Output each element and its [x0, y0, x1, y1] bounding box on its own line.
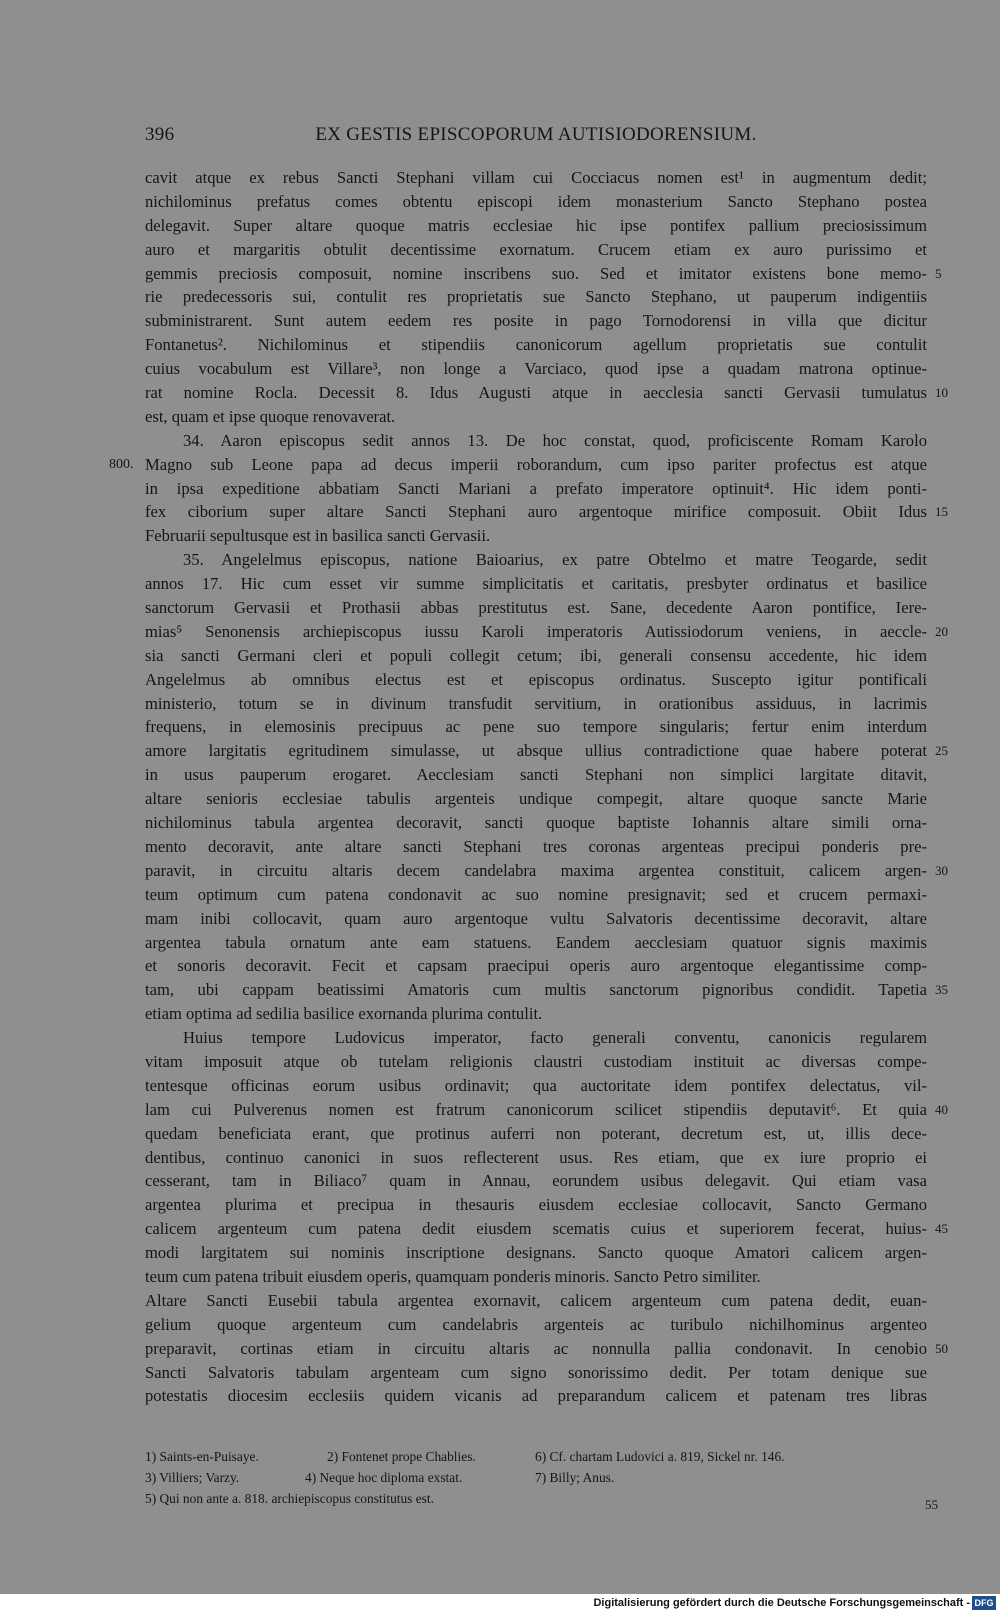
text-line [145, 620, 948, 644]
body-text [109, 166, 948, 1408]
footnote: 2) Fontenet prope Chablies. [327, 1449, 476, 1464]
line-text: cavit atque ex rebus Sancti Stephani villam cui Cocciacus nomen est¹ in augmentum dedit; [145, 168, 927, 187]
text-line [145, 381, 948, 405]
line-text: calicem argenteum cum patena dedit eiusdem scematis cuius et superiorem fecerat, huius- [145, 1219, 927, 1239]
line-text: rie predecessoris sui, contulit res proprietatis sue Sancto Stephano, ut pauperum indigentiis [145, 287, 927, 307]
credit-bar [0, 1594, 1000, 1612]
line-text: Sancti Salvatoris tabulam argenteam cum signo sonorissimo dedit. Per totam denique sue [145, 1362, 927, 1382]
text-line [145, 1098, 948, 1122]
text-line [145, 692, 927, 716]
line-text: Februarii sepultusque est in basilica sancti Gervasii. [145, 526, 491, 546]
line-number: 10 [935, 385, 948, 401]
text-line [145, 214, 927, 238]
line-text: altare senioris ecclesiae tabulis argenteis undique compegit, altare quoque sancte Marie [145, 789, 927, 809]
footnote: 3) Villiers; Varzy. [145, 1470, 240, 1485]
line-number: 20 [935, 623, 948, 639]
line-number: 45 [935, 1221, 948, 1237]
line-text: dentibus, continuo canonici in suos reflecterent usus. Res etiam, que ex iure proprio ei [145, 1147, 927, 1167]
line-text: etiam optima ad sedilia basilice exornanda plurima contulit. [145, 1004, 543, 1024]
line-text: mento decoravit, ante altare sancti Stephani tres coronas argenteas precipui ponderis pre- [145, 836, 927, 856]
line-number: 40 [935, 1101, 948, 1117]
text-line [145, 238, 927, 262]
footnote-row [145, 1488, 927, 1509]
text-line [145, 262, 942, 286]
line-number: 25 [935, 743, 948, 759]
text-line [145, 333, 927, 357]
text-line [145, 405, 927, 429]
line-number: 35 [935, 982, 948, 998]
text-line [145, 1146, 927, 1170]
text-line [145, 931, 927, 955]
line-text: auro et margaritis obtulit decentissime exornatum. Crucem etiam ex auro purissimo et [145, 239, 927, 259]
line-text: Angelelmus ab omnibus electus est et episcopus ordinatus. Suscepto igitur pontificali [145, 669, 927, 689]
line-text: delegavit. Super altare quoque matris ecclesiae hic ipse pontifex pallium preciosissimum [145, 215, 927, 235]
line-text: et sonoris decoravit. Fecit et capsam praecipui operis auro argentoque elegantissime comp- [145, 956, 927, 976]
line-text: Altare Sancti Eusebii tabula argentea exornavit, calicem argenteum cum patena dedit, euan- [145, 1290, 927, 1310]
text-line [145, 763, 927, 787]
line-text: mam inibi collocavit, quam auro argentoque vultu Salvatoris decentissime decoravit, altare [145, 908, 927, 928]
line-text: teum optimum cum patena condonavit ac suo nomine presignavit; sed et crucem permaxi- [145, 884, 927, 904]
line-text: in ipsa expeditione abbatiam Sancti Mariani a prefato imperatore optinuit⁴. Hic idem ponti- [145, 478, 927, 498]
line-text: est, quam et ipse quoque renovaverat. [145, 406, 396, 426]
text-line [145, 190, 927, 214]
text-line [145, 954, 927, 978]
footnotes [145, 1446, 927, 1509]
footnote-row [145, 1467, 927, 1488]
text-line [145, 596, 927, 620]
line-text: nichilominus prefatus comes obtentu episcopi idem monasterium Sancto Stephano postea [145, 191, 927, 211]
text-line [145, 477, 927, 501]
line-text: fex ciborium super altare Sancti Stephani auro argentoque mirifice composuit. Obiit Idus [145, 502, 927, 522]
line-text: ministerio, totum se in divinum transfudit servitium, in orationibus assiduus, in lacrimis [145, 693, 927, 713]
funding-credit: Digitalisierung gefördert durch die Deutsche Forschungsgemeinschaft - [593, 1597, 970, 1609]
line-number: 5 [935, 265, 942, 281]
text-line [145, 357, 927, 381]
text-line [145, 285, 927, 309]
text-line [145, 1050, 927, 1074]
line-text: 35. Angelelmus episcopus, natione Baioarius, ex patre Obtelmo et matre Teogarde, sedit [183, 550, 927, 570]
line-text: rat nomine Rocla. Decessit 8. Idus Augusti atque in aecclesia sancti Gervasii tumulatus [145, 383, 927, 403]
text-line [145, 1265, 927, 1289]
text-line [145, 1361, 927, 1385]
line-text: nichilominus tabula argentea decoravit, sancti quoque baptiste Iohannis altare simili orna- [145, 813, 927, 833]
line-text: Fontanetus². Nichilominus et stipendiis canonicorum agellum proprietatis sue contulit [145, 335, 927, 355]
line-text: teum cum patena tribuit eiusdem operis, quamquam ponderis minoris. Sancto Petro similiter. [145, 1266, 761, 1286]
text-line [145, 1217, 948, 1241]
footnote-row [145, 1446, 927, 1467]
text-line [145, 1122, 927, 1146]
text-line [145, 835, 927, 859]
text-line [145, 572, 927, 596]
line-text: sanctorum Gervasii et Prothasii abbas prestitutus est. Sane, decedente Aaron pontifice, Iere- [145, 598, 927, 618]
footnote: 7) Billy; Anus. [535, 1470, 615, 1485]
line-text: argentea tabula ornatum ante eam statuens. Eandem aecclesiam quatuor signis maximis [145, 932, 927, 952]
text-line [145, 1384, 927, 1408]
line-text: mias⁵ Senonensis archiepiscopus iussu Karoli imperatoris Autissiodorum veniens, in aeccle- [145, 621, 927, 641]
text-line [145, 524, 927, 548]
page-header [145, 124, 927, 154]
line-text: modi largitatem sui nominis inscriptione designans. Sancto quoque Amatori calicem argen- [145, 1243, 927, 1263]
line-text: gemmis preciosis composuit, nomine inscribens suo. Sed et imitator existens bone memo- [145, 263, 927, 283]
line-text: argentea plurima et precipua in thesauris eiusdem ecclesiae collocavit, Sancto Germano [145, 1195, 927, 1215]
margin-year: 800. [109, 456, 134, 472]
line-text: vitam imposuit atque ob tutelam religionis claustri custodiam instituit ac diversas compe- [145, 1051, 927, 1071]
text-line [145, 1337, 948, 1361]
text-line [145, 548, 927, 572]
page-number: 396 [145, 124, 175, 145]
text-line [145, 859, 948, 883]
text-line [145, 715, 927, 739]
text-line [145, 668, 927, 692]
line-text: Magno sub Leone papa ad decus imperii roborandum, cum ipso pariter profectus est atque [145, 454, 927, 474]
text-line [145, 1074, 927, 1098]
text-line [145, 811, 927, 835]
line-text: 34. Aaron episcopus sedit annos 13. De hoc constat, quod, proficiscente Romam Karolo [183, 430, 927, 450]
line-text: sia sancti Germani cleri et populi collegit cetum; ibi, generali consensu accedente, hic idem [145, 645, 927, 665]
text-line [145, 883, 927, 907]
line-text: Huius tempore Ludovicus imperator, facto generali conventu, canonicis regularem [183, 1028, 927, 1048]
text-line [145, 644, 927, 668]
footnote-line-number: 55 [925, 1497, 938, 1512]
line-text: quedam beneficiata erant, que protinus auferri non poterant, decretum est, ut, illis dece- [145, 1123, 927, 1143]
line-text: cesserant, tam in Biliaco⁷ quam in Annau, eorundem usibus delegavit. Qui etiam vasa [145, 1171, 927, 1191]
line-text: potestatis diocesim ecclesiis quidem vicanis ad preparandum calicem et patenam tres libras [145, 1386, 927, 1406]
line-text: in usus pauperum erogaret. Aecclesiam sancti Stephani non simplici largitate ditavit, [145, 765, 927, 785]
line-number: 30 [935, 862, 948, 878]
line-text: paravit, in circuitu altaris decem candelabra maxima argentea constituit, calicem argen- [145, 860, 927, 880]
dfg-logo: DFG [972, 1596, 996, 1610]
text-line [145, 978, 948, 1002]
line-text: amore largitatis egritudinem simulasse, ut absque ullius contradictione quae habere poterat [145, 741, 927, 761]
text-line [145, 739, 948, 763]
text-line [145, 1026, 927, 1050]
text-line [109, 453, 927, 477]
text-line [145, 1241, 927, 1265]
text-line [145, 166, 927, 190]
text-line [145, 787, 927, 811]
text-line [145, 500, 948, 524]
line-text: lam cui Pulverenus nomen est fratrum canonicorum scilicet stipendiis deputavit⁶. Et quia [145, 1099, 927, 1119]
footnote: 4) Neque hoc diploma exstat. [305, 1470, 463, 1485]
text-line [145, 1002, 927, 1026]
line-text: tentesque officinas eorum usibus ordinavit; qua auctoritate idem pontifex delectatus, vil- [145, 1075, 927, 1095]
text-line [145, 1289, 927, 1313]
text-line [145, 309, 927, 333]
line-text: cuius vocabulum est Villare³, non longe a Varciaco, quod ipse a quadam matrona optinue- [145, 359, 927, 379]
text-line [145, 429, 927, 453]
footnote: 1) Saints-en-Puisaye. [145, 1449, 259, 1464]
footnote: 6) Cf. chartam Ludovici a. 819, Sickel nr. 146. [535, 1449, 785, 1464]
line-text: preparavit, cortinas etiam in circuitu altaris ac nonnulla pallia condonavit. In cenobio [145, 1338, 927, 1358]
line-text: subministrarent. Sunt autem eedem res posite in pago Tornodorensi in villa que dicitur [145, 311, 927, 331]
line-number: 15 [935, 504, 948, 520]
line-text: annos 17. Hic cum esset vir summe simplicitatis et caritatis, presbyter ordinatus et basilice [145, 574, 927, 594]
text-line [145, 1193, 927, 1217]
running-head: EX GESTIS EPISCOPORUM AUTISIODORENSIUM. [315, 124, 757, 145]
footnote: 5) Qui non ante a. 818. archiepiscopus constitutus est. [145, 1491, 434, 1506]
text-line [145, 1313, 927, 1337]
line-number: 50 [935, 1340, 948, 1356]
line-text: tam, ubi cappam beatissimi Amatoris cum multis sanctorum pignoribus condidit. Tapetia [145, 980, 927, 1000]
text-line [145, 907, 927, 931]
text-line [145, 1169, 927, 1193]
line-text: frequens, in elemosinis precipuus ac pene suo tempore singularis; fertur enim interdum [145, 717, 927, 737]
line-text: gelium quoque argenteum cum candelabris argenteis ac turibulo nichilhominus argenteo [145, 1314, 927, 1334]
